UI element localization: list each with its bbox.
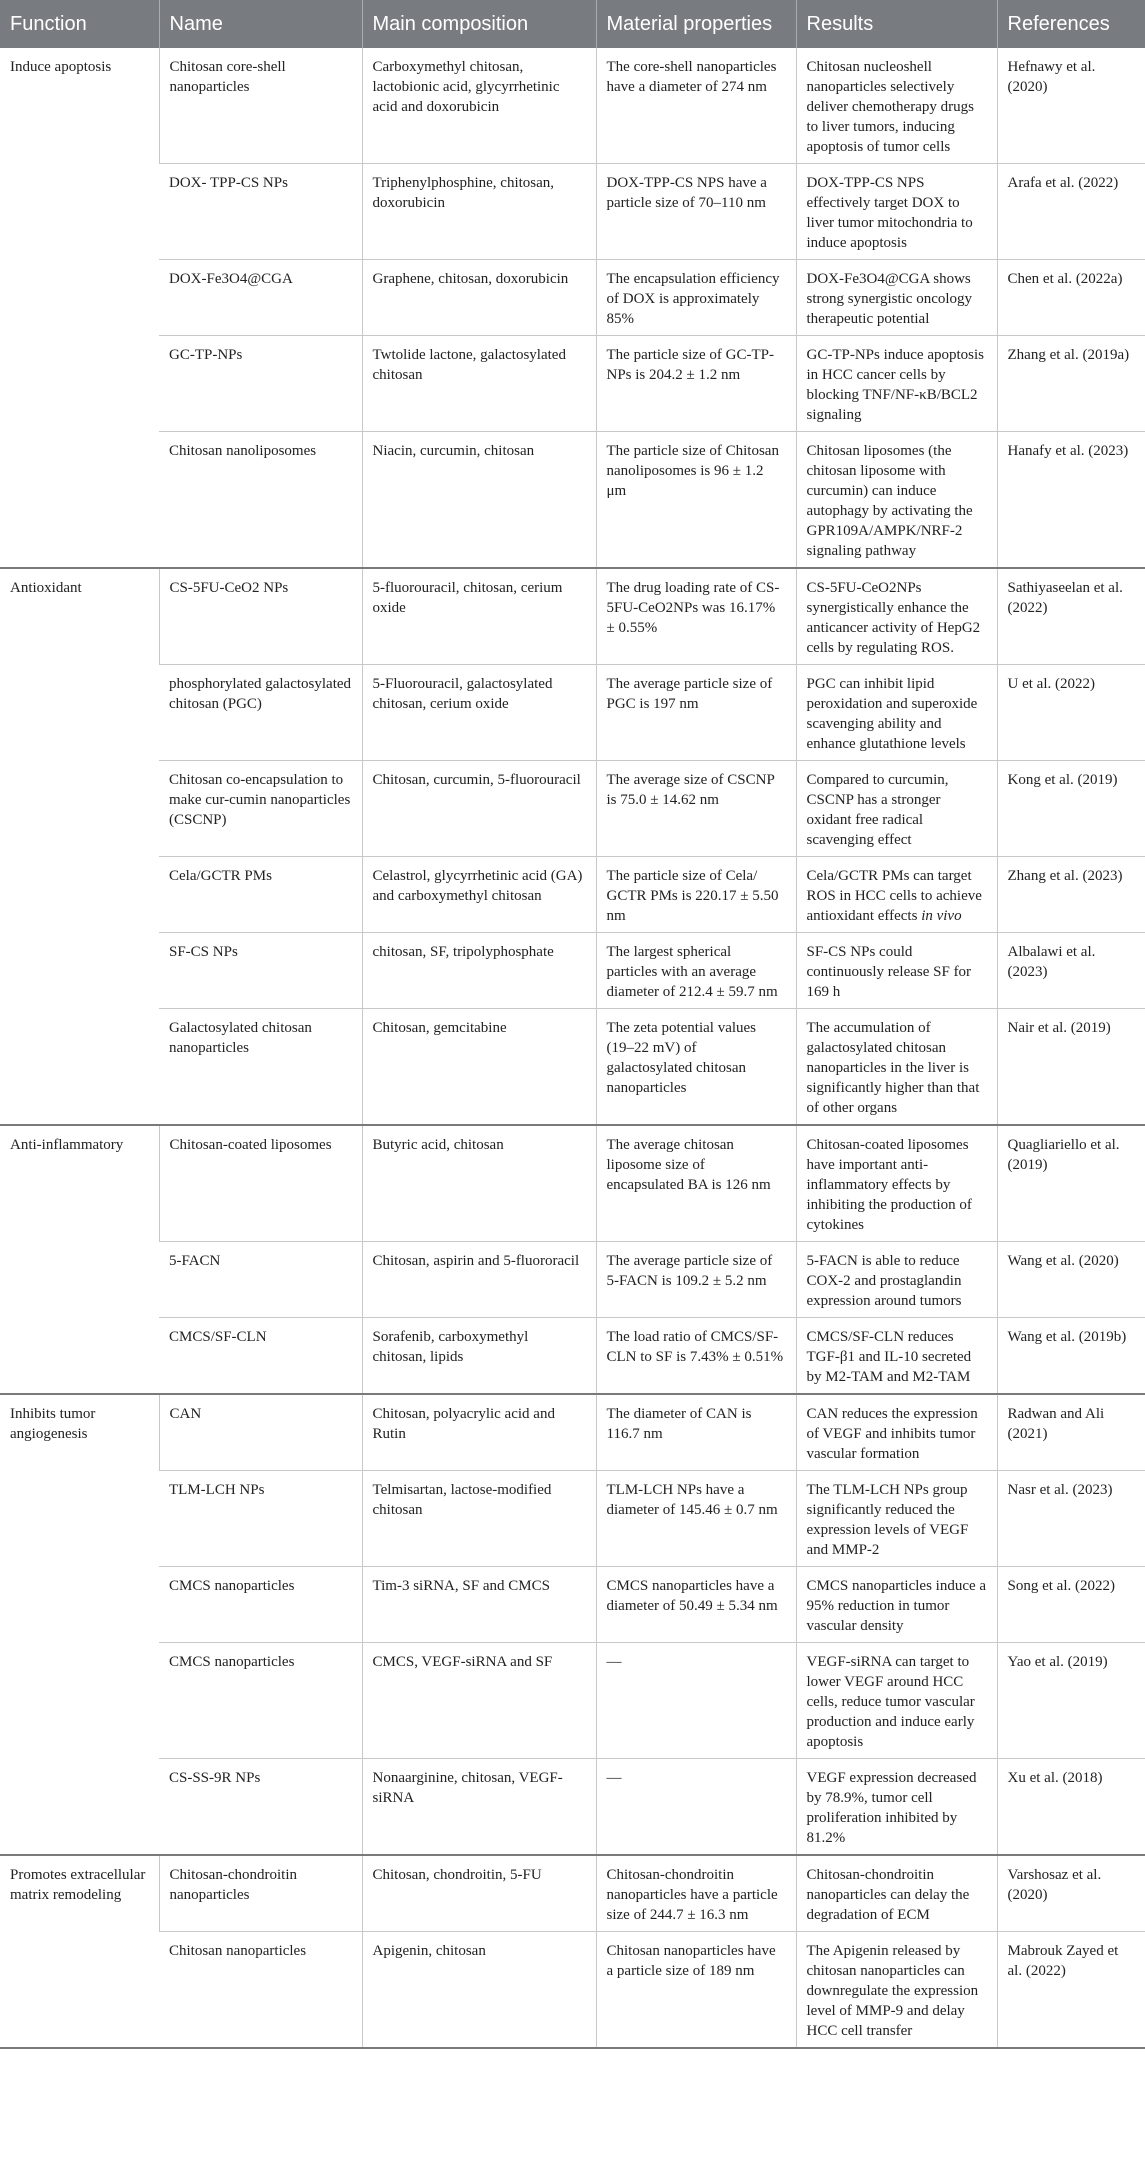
cell-material-properties: Chitosan nanoparticles have a particle size of 189 nm <box>596 1932 796 2049</box>
results-italic-text: in vivo <box>921 908 962 924</box>
table-row <box>0 1394 1145 1471</box>
cell-name: CMCS nanoparticles <box>159 1567 362 1643</box>
cell-material-properties: The diameter of CAN is 116.7 nm <box>596 1394 796 1471</box>
cell-results: CAN reduces the expression of VEGF and inhibits tumor vascular formation <box>796 1394 997 1471</box>
cell-main-composition: Chitosan, curcumin, 5-fluorouracil <box>362 761 596 857</box>
cell-results: Chitosan-chondroitin nanoparticles can delay the degradation of ECM <box>796 1855 997 1932</box>
cell-material-properties: The zeta potential values (19–22 mV) of galactosylated chitosan nanoparticles <box>596 1009 796 1126</box>
cell-material-properties: — <box>596 1643 796 1759</box>
cell-name: 5-FACN <box>159 1242 362 1318</box>
table-body <box>0 48 1145 2048</box>
cell-results: CMCS/SF-CLN reduces TGF-β1 and IL-10 secreted by M2-TAM and M2-TAM <box>796 1318 997 1395</box>
cell-main-composition: 5-fluorouracil, chitosan, cerium oxide <box>362 568 596 665</box>
cell-name: TLM-LCH NPs <box>159 1471 362 1567</box>
table-row <box>0 1855 1145 1932</box>
cell-material-properties: The encapsulation efficiency of DOX is approximately 85% <box>596 260 796 336</box>
cell-reference: Zhang et al. (2023) <box>997 857 1145 933</box>
header-row <box>0 0 1145 48</box>
cell-material-properties: TLM-LCH NPs have a diameter of 145.46 ± 0.7 nm <box>596 1471 796 1567</box>
header-material-properties: Material properties <box>596 0 796 48</box>
cell-reference: Hanafy et al. (2023) <box>997 432 1145 569</box>
table-row <box>0 761 1145 857</box>
cell-main-composition: Tim-3 siRNA, SF and CMCS <box>362 1567 596 1643</box>
cell-reference: Radwan and Ali (2021) <box>997 1394 1145 1471</box>
table-row <box>0 164 1145 260</box>
cell-name: GC-TP-NPs <box>159 336 362 432</box>
cell-function: Promotes extracellular matrix remodeling <box>0 1855 159 2048</box>
table-row <box>0 1471 1145 1567</box>
table-row <box>0 48 1145 164</box>
table-row <box>0 336 1145 432</box>
cell-reference: Wang et al. (2020) <box>997 1242 1145 1318</box>
cell-name: DOX-Fe3O4@CGA <box>159 260 362 336</box>
header-results: Results <box>796 0 997 48</box>
cell-results: CS-5FU-CeO2NPs synergistically enhance the anticancer activity of HepG2 cells by regulating ROS. <box>796 568 997 665</box>
cell-material-properties: The particle size of Chitosan nanoliposomes is 96 ± 1.2 μm <box>596 432 796 569</box>
cell-reference: Sathiyaseelan et al. (2022) <box>997 568 1145 665</box>
cell-material-properties: The particle size of Cela/ GCTR PMs is 220.17 ± 5.50 nm <box>596 857 796 933</box>
header-name: Name <box>159 0 362 48</box>
cell-reference: Hefnawy et al. (2020) <box>997 48 1145 164</box>
cell-material-properties: — <box>596 1759 796 1856</box>
cell-main-composition: Triphenylphosphine, chitosan, doxorubicin <box>362 164 596 260</box>
cell-main-composition: Chitosan, aspirin and 5-fluororacil <box>362 1242 596 1318</box>
cell-main-composition: Sorafenib, carboxymethyl chitosan, lipids <box>362 1318 596 1395</box>
cell-main-composition: CMCS, VEGF-siRNA and SF <box>362 1643 596 1759</box>
cell-main-composition: Apigenin, chitosan <box>362 1932 596 2049</box>
cell-name: Chitosan nanoparticles <box>159 1932 362 2049</box>
header-function: Function <box>0 0 159 48</box>
cell-name: Chitosan-chondroitin nanoparticles <box>159 1855 362 1932</box>
cell-name: DOX- TPP-CS NPs <box>159 164 362 260</box>
cell-material-properties: The average chitosan liposome size of encapsulated BA is 126 nm <box>596 1125 796 1242</box>
cell-material-properties: Chitosan-chondroitin nanoparticles have a particle size of 244.7 ± 16.3 nm <box>596 1855 796 1932</box>
table-row <box>0 933 1145 1009</box>
cell-name: CS-SS-9R NPs <box>159 1759 362 1856</box>
cell-reference: Arafa et al. (2022) <box>997 164 1145 260</box>
header-main-composition: Main composition <box>362 0 596 48</box>
cell-reference: Xu et al. (2018) <box>997 1759 1145 1856</box>
cell-results: VEGF expression decreased by 78.9%, tumor cell proliferation inhibited by 81.2% <box>796 1759 997 1856</box>
cell-results: 5-FACN is able to reduce COX-2 and prostaglandin expression around tumors <box>796 1242 997 1318</box>
cell-material-properties: The average particle size of PGC is 197 nm <box>596 665 796 761</box>
cell-main-composition: chitosan, SF, tripolyphosphate <box>362 933 596 1009</box>
table-row <box>0 1567 1145 1643</box>
cell-results: VEGF-siRNA can target to lower VEGF around HCC cells, reduce tumor vascular production and induce early apoptosis <box>796 1643 997 1759</box>
header-references: References <box>997 0 1145 48</box>
cell-reference: Albalawi et al. (2023) <box>997 933 1145 1009</box>
cell-material-properties: The largest spherical particles with an average diameter of 212.4 ± 59.7 nm <box>596 933 796 1009</box>
cell-reference: Nair et al. (2019) <box>997 1009 1145 1126</box>
cell-results: The TLM-LCH NPs group significantly reduced the expression levels of VEGF and MMP-2 <box>796 1471 997 1567</box>
cell-results: GC-TP-NPs induce apoptosis in HCC cancer cells by blocking TNF/NF-κB/BCL2 signaling <box>796 336 997 432</box>
cell-results: Chitosan-coated liposomes have important anti-inflammatory effects by inhibiting the production of cytokines <box>796 1125 997 1242</box>
table-row <box>0 1009 1145 1126</box>
cell-function: Antioxidant <box>0 568 159 1125</box>
table-row <box>0 432 1145 569</box>
table-row <box>0 1643 1145 1759</box>
cell-material-properties: The drug loading rate of CS-5FU-CeO2NPs was 16.17% ± 0.55% <box>596 568 796 665</box>
cell-main-composition: Chitosan, polyacrylic acid and Rutin <box>362 1394 596 1471</box>
cell-main-composition: Twtolide lactone, galactosylated chitosan <box>362 336 596 432</box>
cell-material-properties: The particle size of GC-TP-NPs is 204.2 ± 1.2 nm <box>596 336 796 432</box>
cell-function: Induce apoptosis <box>0 48 159 568</box>
cell-results <box>796 857 997 933</box>
table-row <box>0 1242 1145 1318</box>
cell-reference: Nasr et al. (2023) <box>997 1471 1145 1567</box>
cell-results: DOX-TPP-CS NPS effectively target DOX to liver tumor mitochondria to induce apoptosis <box>796 164 997 260</box>
cell-reference: Mabrouk Zayed et al. (2022) <box>997 1932 1145 2049</box>
cell-material-properties: DOX-TPP-CS NPS have a particle size of 70–110 nm <box>596 164 796 260</box>
cell-results: PGC can inhibit lipid peroxidation and superoxide scavenging ability and enhance glutathione levels <box>796 665 997 761</box>
cell-main-composition: Chitosan, gemcitabine <box>362 1009 596 1126</box>
table-row <box>0 1932 1145 2049</box>
table-row <box>0 1125 1145 1242</box>
cell-main-composition: Telmisartan, lactose-modified chitosan <box>362 1471 596 1567</box>
cell-reference: Chen et al. (2022a) <box>997 260 1145 336</box>
cell-name: Cela/GCTR PMs <box>159 857 362 933</box>
cell-results: Chitosan liposomes (the chitosan liposome with curcumin) can induce autophagy by activating the GPR109A/AMPK/NRF-2 signaling pathway <box>796 432 997 569</box>
table-row <box>0 260 1145 336</box>
cell-name: CAN <box>159 1394 362 1471</box>
cell-name: Chitosan co-encapsulation to make cur-cumin nanoparticles (CSCNP) <box>159 761 362 857</box>
table-row <box>0 665 1145 761</box>
table-row <box>0 1318 1145 1395</box>
cell-reference: Zhang et al. (2019a) <box>997 336 1145 432</box>
table-header <box>0 0 1145 48</box>
cell-reference: Wang et al. (2019b) <box>997 1318 1145 1395</box>
table-row <box>0 568 1145 665</box>
cell-main-composition: Niacin, curcumin, chitosan <box>362 432 596 569</box>
cell-reference: Song et al. (2022) <box>997 1567 1145 1643</box>
cell-name: Chitosan-coated liposomes <box>159 1125 362 1242</box>
cell-material-properties: The average size of CSCNP is 75.0 ± 14.62 nm <box>596 761 796 857</box>
cell-name: phosphorylated galactosylated chitosan (PGC) <box>159 665 362 761</box>
cell-results: CMCS nanoparticles induce a 95% reduction in tumor vascular density <box>796 1567 997 1643</box>
cell-material-properties: The load ratio of CMCS/SF-CLN to SF is 7.43% ± 0.51% <box>596 1318 796 1395</box>
cell-name: Chitosan core-shell nanoparticles <box>159 48 362 164</box>
cell-material-properties: CMCS nanoparticles have a diameter of 50.49 ± 5.34 nm <box>596 1567 796 1643</box>
cell-results: DOX-Fe3O4@CGA shows strong synergistic oncology therapeutic potential <box>796 260 997 336</box>
cell-function: Anti-inflammatory <box>0 1125 159 1394</box>
cell-main-composition: Butyric acid, chitosan <box>362 1125 596 1242</box>
cell-main-composition: Nonaarginine, chitosan, VEGF-siRNA <box>362 1759 596 1856</box>
results-text: Cela/GCTR PMs can target ROS in HCC cells to achieve antioxidant effects <box>806 868 982 924</box>
cell-main-composition: Carboxymethyl chitosan, lactobionic acid, glycyrrhetinic acid and doxorubicin <box>362 48 596 164</box>
cell-reference: U et al. (2022) <box>997 665 1145 761</box>
cell-results: Chitosan nucleoshell nanoparticles selectively deliver chemotherapy drugs to liver tumors, inducing apoptosis of tumor cells <box>796 48 997 164</box>
cell-reference: Kong et al. (2019) <box>997 761 1145 857</box>
cell-material-properties: The average particle size of 5-FACN is 109.2 ± 5.2 nm <box>596 1242 796 1318</box>
cell-main-composition: Chitosan, chondroitin, 5-FU <box>362 1855 596 1932</box>
cell-main-composition: 5-Fluorouracil, galactosylated chitosan, cerium oxide <box>362 665 596 761</box>
table-row <box>0 1759 1145 1856</box>
cell-reference: Quagliariello et al. (2019) <box>997 1125 1145 1242</box>
cell-function: Inhibits tumor angiogenesis <box>0 1394 159 1855</box>
cell-main-composition: Celastrol, glycyrrhetinic acid (GA) and carboxymethyl chitosan <box>362 857 596 933</box>
cell-reference: Yao et al. (2019) <box>997 1643 1145 1759</box>
cell-reference: Varshosaz et al. (2020) <box>997 1855 1145 1932</box>
table-row <box>0 857 1145 933</box>
cell-main-composition: Graphene, chitosan, doxorubicin <box>362 260 596 336</box>
cell-name: Galactosylated chitosan nanoparticles <box>159 1009 362 1126</box>
cell-name: CMCS/SF-CLN <box>159 1318 362 1395</box>
cell-results: The accumulation of galactosylated chitosan nanoparticles in the liver is significantly higher than that of other organs <box>796 1009 997 1126</box>
cell-material-properties: The core-shell nanoparticles have a diameter of 274 nm <box>596 48 796 164</box>
cell-name: CMCS nanoparticles <box>159 1643 362 1759</box>
cell-name: CS-5FU-CeO2 NPs <box>159 568 362 665</box>
cell-results: Compared to curcumin, CSCNP has a stronger oxidant free radical scavenging effect <box>796 761 997 857</box>
cell-name: Chitosan nanoliposomes <box>159 432 362 569</box>
cell-results: The Apigenin released by chitosan nanoparticles can downregulate the expression level of MMP-9 and delay HCC cell transfer <box>796 1932 997 2049</box>
cell-name: SF-CS NPs <box>159 933 362 1009</box>
cell-results: SF-CS NPs could continuously release SF for 169 h <box>796 933 997 1009</box>
